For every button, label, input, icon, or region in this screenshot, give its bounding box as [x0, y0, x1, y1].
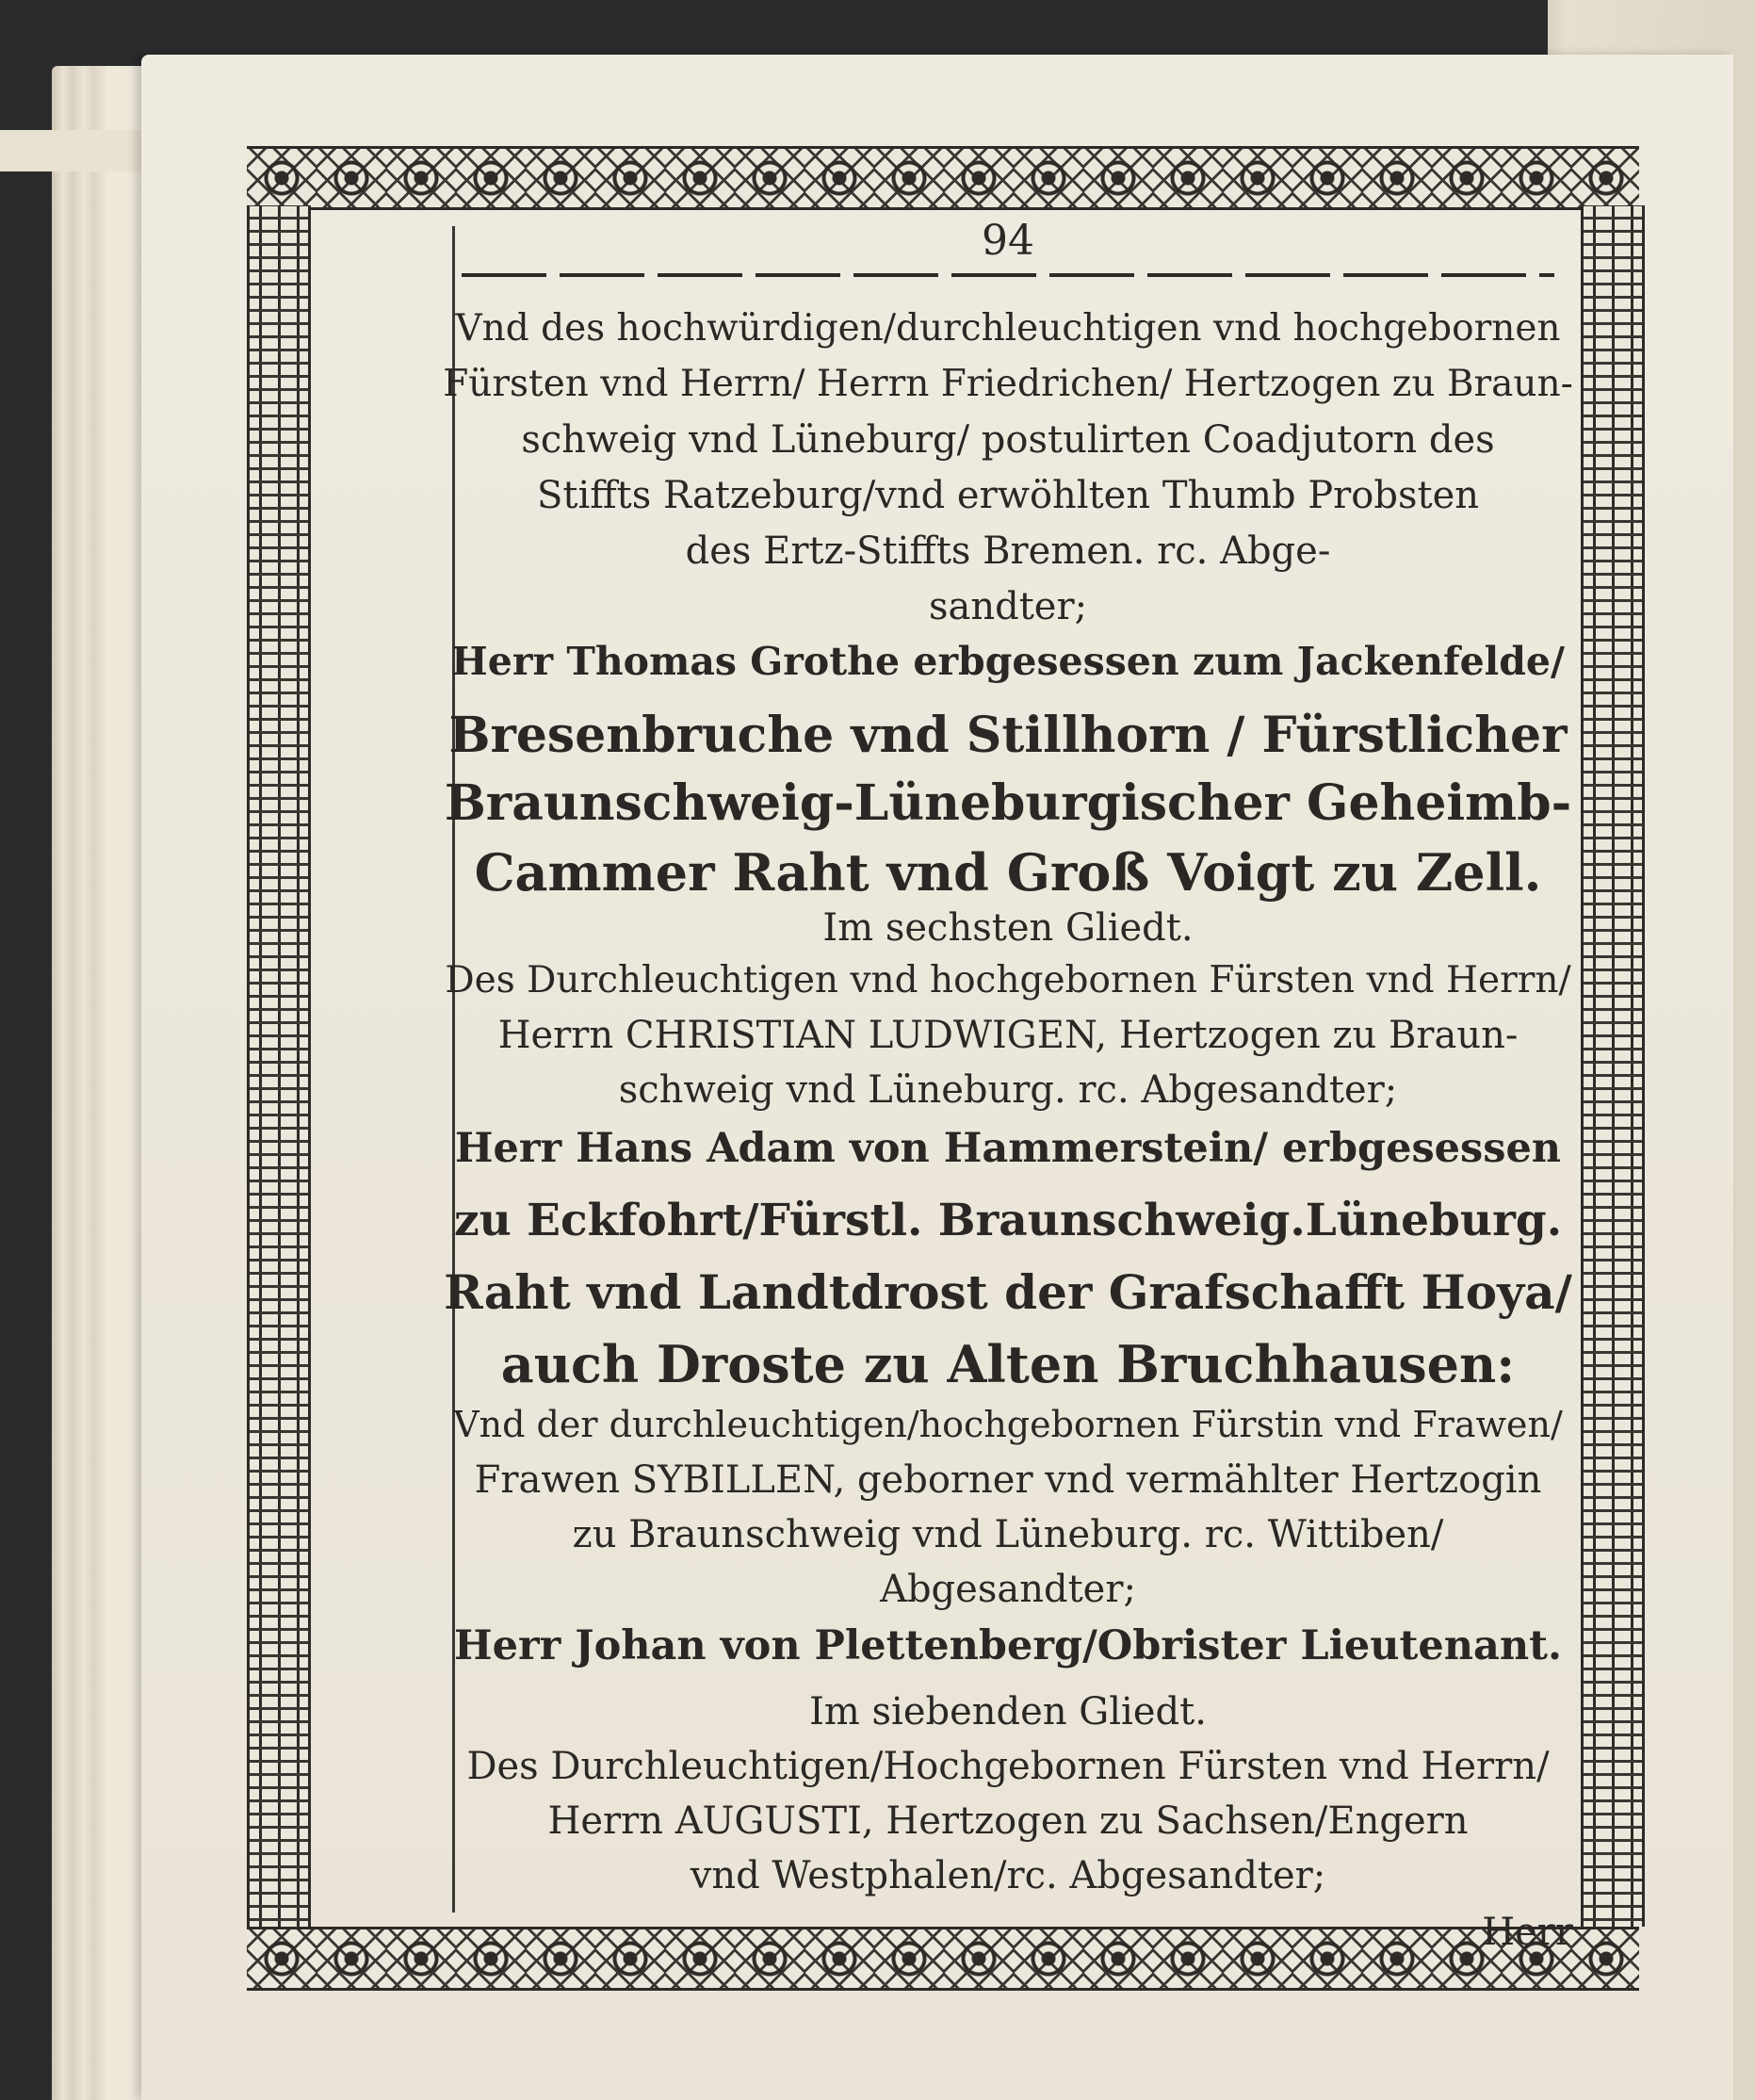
ornamental-border-right [1581, 205, 1645, 1927]
text-line-bold: Raht vnd Landtdrost der Grafschafft Hoya/ [444, 1264, 1572, 1320]
text-line-bold: Herr Hans Adam von Hammerstein/ erbgesessen [454, 1125, 1562, 1172]
ornamental-border-top [247, 146, 1639, 210]
section-heading: Im sechsten Gliedt. [822, 906, 1194, 950]
text-line-bold: zu Eckfohrt/Fürstl. Braunschweig.Lüneburg. [453, 1195, 1563, 1246]
catchword: Herr [1482, 1911, 1573, 1954]
ornamental-border-left [247, 205, 311, 1927]
text-line: Des Durchleuchtigen/Hochgebornen Fürsten vnd Herrn/ [466, 1745, 1550, 1788]
text-line: Vnd der durchleuchtigen/hochgebornen Fürstin vnd Frawen/ [453, 1404, 1563, 1445]
page-edge-strip [0, 130, 151, 171]
text-line-bold: Bresenbruche vnd Stillhorn / Fürstlicher [448, 707, 1568, 764]
page-number: 94 [982, 217, 1034, 265]
text-line: des Ertz-Stiffts Bremen. rc. Abge- [685, 529, 1331, 573]
text-line: Des Durchleuchtigen vnd hochgebornen Fürsten vnd Herrn/ [445, 959, 1571, 1001]
text-line-bold: Herr Johan von Plettenberg/Obrister Lieutenant. [454, 1622, 1562, 1669]
text-line: Herrn CHRISTIAN LUDWIGEN, Hertzogen zu Braun- [497, 1014, 1519, 1057]
text-line: schweig vnd Lüneburg. rc. Abgesandter; [618, 1068, 1398, 1112]
text-line-bold: auch Droste zu Alten Bruchhausen: [500, 1334, 1516, 1394]
text-line: Abgesandter; [880, 1568, 1136, 1611]
text-line-bold: Braunschweig-Lüneburgischer Geheimb- [444, 774, 1572, 832]
header-rule [462, 273, 1554, 277]
text-block [443, 215, 1573, 1954]
text-line-bold: Herr Thomas Grothe erbgesessen zum Jackenfelde/ [451, 639, 1565, 684]
section-heading: Im siebenden Gliedt. [809, 1690, 1207, 1734]
text-line: schweig vnd Lüneburg/ postulirten Coadjutorn des [521, 418, 1495, 462]
text-line: sandter; [928, 585, 1088, 628]
text-line: zu Braunschweig vnd Lüneburg. rc. Wittiben/ [572, 1513, 1444, 1556]
text-line: Herrn AUGUSTI, Hertzogen zu Sachsen/Engern [547, 1799, 1469, 1843]
text-line: Frawen SYBILLEN, geborner vnd vermählter Hertzogin [474, 1458, 1542, 1502]
text-line: vnd Westphalen/rc. Abgesandter; [690, 1854, 1326, 1897]
text-line: Stiffts Ratzeburg/vnd erwöhlten Thumb Probsten [536, 474, 1480, 517]
text-line-bold: Cammer Raht vnd Groß Voigt zu Zell. [474, 842, 1542, 903]
text-line: Vnd des hochwürdigen/durchleuchtigen vnd hochgebornen [455, 307, 1561, 350]
text-line: Fürsten vnd Herrn/ Herrn Friedrichen/ Hertzogen zu Braun- [443, 363, 1573, 405]
